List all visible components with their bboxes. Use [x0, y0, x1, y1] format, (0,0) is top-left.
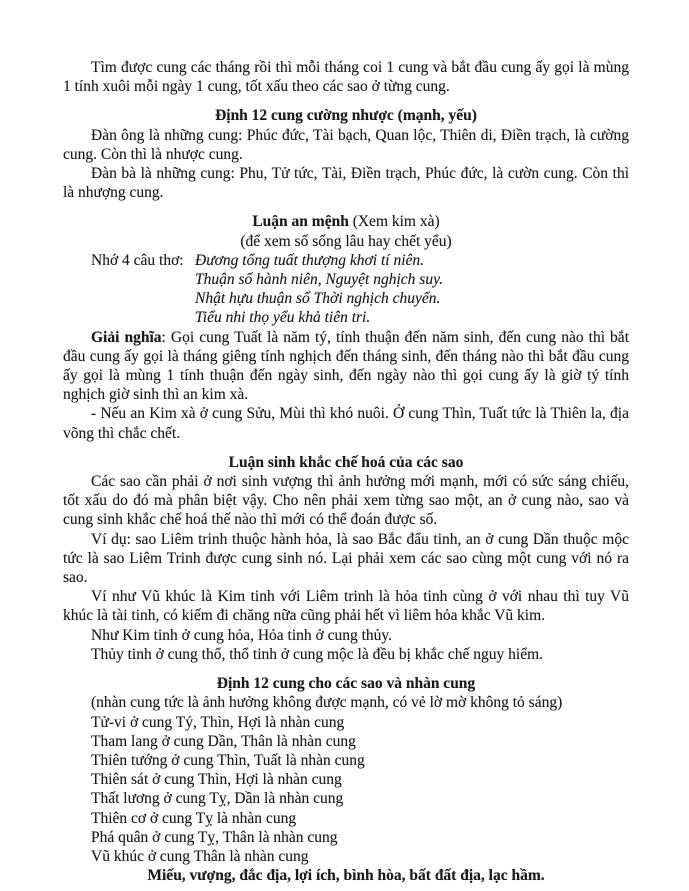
nhan-cung-item: Vũ khúc ở cung Thân là nhàn cung: [91, 847, 309, 865]
poem-line: [63, 251, 629, 270]
explain-label: Giải nghĩa: [91, 328, 162, 346]
nhan-cung-item: Phá quân ở cung Tỵ, Thân là nhàn cung: [91, 828, 338, 846]
heading-bold-part: Luận an mệnh: [252, 213, 349, 231]
section-heading-an-menh: [63, 212, 629, 231]
document-content: [63, 58, 629, 885]
poem-verse: Đương tổng tuất thượng khơi tí niên.: [195, 251, 425, 269]
explain-text: : Gọi cung Tuất là năm tý, tính thuận đến năm sinh, đến cung nào thì bắt đầu cung ấy gọi là tháng giêng tính nghịch đến tháng sinh, đến tháng nào thì bắt đầu cung ấy gọi là mùng 1 tính thuận đến ngày sinh, đến ngày nào thì gọi cung ấy là giờ tý tính nghịch giờ sinh thì an kim xà.: [63, 328, 629, 404]
sinh-khac-paragraph: Thủy tinh ở cung thổ, thổ tinh ở cung mộc là đều bị khắc chế nguy hiểm.: [91, 645, 544, 663]
nhan-cung-item: Tham lang ở cung Dần, Thân là nhàn cung: [91, 732, 356, 750]
paragraph-dan-ong: Đàn ông là những cung: Phúc đức, Tài bạch, Quan lộc, Thiên di, Điền trạch, là cường cung. Còn thì là nhược cung.: [63, 126, 629, 163]
poem-verse: Tiểu nhi thọ yểu khả tiên tri.: [195, 309, 371, 327]
poem-line: [63, 289, 629, 308]
paragraph-dan-ba: Đàn bà là những cung: Phu, Tử tức, Tài, Điền trạch, Phúc đức, là cườn cung. Còn thì là nhượng cung.: [63, 165, 629, 202]
poem-line: [63, 308, 629, 327]
section-heading-cuong-nhuoc: Định 12 cung cường nhược (mạnh, yếu): [215, 107, 477, 125]
explain-paragraph: [63, 328, 629, 405]
section-heading-sinh-khac: Luận sinh khắc chế hoá của các sao: [228, 453, 464, 471]
nhan-cung-item: Thiên tướng ở cung Thìn, Tuất là nhàn cung: [91, 751, 365, 769]
sinh-khac-paragraph: Ví dụ: sao Liêm trinh thuộc hành hỏa, là sao Bắc đẩu tinh, an ở cung Dần thuộc mộc tức là sao Liêm Trinh được cung sinh nó. Lại phải xem các sao cùng một cung với nó ra sao.: [63, 530, 629, 587]
kim-xa-note: - Nếu an Kim xà ở cung Sửu, Mùi thì khó nuôi. Ở cung Thìn, Tuất tức là Thiên la, địa võng thì chắc chết.: [63, 405, 629, 442]
heading-normal-part: (Xem kim xà): [348, 213, 440, 231]
sinh-khac-paragraph: Các sao cần phải ở nơi sinh vượng thì ảnh hưởng mới mạnh, mới có sức sáng chiếu, tốt xấu do đó mà phân biệt vậy. Cho nên phải xem từng sao một, an ở cung nào, sao và cung sinh khắc chế hoá thế nào thì mới có thể đoán được số.: [63, 473, 629, 529]
nhan-cung-subtitle: (nhàn cung tức là ảnh hưởng không được mạnh, có vẻ lờ mờ không tỏ sáng): [91, 694, 563, 712]
nhan-cung-item: Thiên cơ ở cung Tỵ là nhàn cung: [91, 809, 297, 827]
sinh-khac-paragraph: Ví như Vũ khúc là Kim tinh với Liêm trinh là hỏa tinh cùng ở với nhau thì tuy Vũ khúc là tài tinh, có kiếm đi chăng nữa cũng phải hết vì liêm hỏa khắc Vũ kim.: [63, 588, 629, 625]
nhan-cung-item: Thiên sát ở cung Thìn, Hợi là nhàn cung: [91, 771, 342, 789]
an-menh-subtitle: (để xem số sống lâu hay chết yểu): [240, 232, 452, 250]
mieu-vuong-footer: Miếu, vượng, đắc địa, lợi ích, bình hòa, bất đất địa, lạc hầm.: [147, 867, 545, 885]
sinh-khac-paragraph: Như Kim tinh ở cung hỏa, Hỏa tinh ở cung thủy.: [91, 626, 393, 644]
nhan-cung-item: Thất lương ở cung Tỵ, Dần là nhàn cung: [91, 790, 344, 808]
poem-line: [63, 270, 629, 289]
poem-verse: Thuận số hành niên, Nguyệt nghịch suy.: [195, 271, 443, 289]
section-heading-nhan-cung: Định 12 cung cho các sao và nhàn cung: [216, 675, 476, 693]
poem-verse: Nhật hựu thuận số Thời nghịch chuyển.: [195, 290, 441, 308]
nhan-cung-item: Tử-vi ở cung Tý, Thìn, Hợi là nhàn cung: [91, 713, 345, 731]
poem-label: Nhớ 4 câu thơ:: [91, 251, 184, 269]
intro-paragraph: Tìm được cung các tháng rồi thì mỗi tháng coi 1 cung và bắt đầu cung ấy gọi là mùng 1 tính xuôi mỗi ngày 1 cung, tốt xấu theo các sao ở từng cung.: [63, 59, 629, 96]
